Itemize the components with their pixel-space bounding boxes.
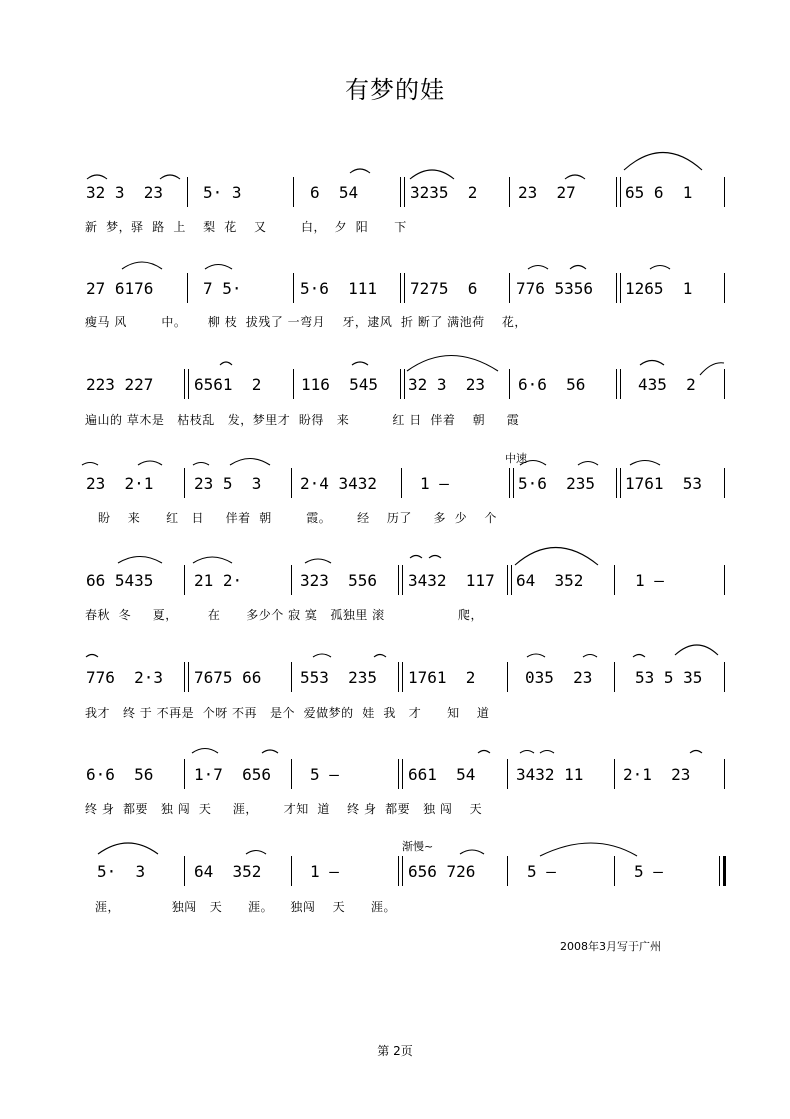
measure-2-6: 1265 1: [625, 279, 693, 298]
barline: [724, 565, 725, 595]
composition-note: 2008年3月写于广州: [560, 940, 661, 953]
lyrics-1: 新 梦，驿 路 上 梨 花 又 白， 夕 阳 下: [85, 220, 407, 234]
lyrics-6: 我才 终 于 不再是 个呀 不再 是个 爱做梦的 娃 我 才 知 道: [85, 706, 490, 720]
barline: [398, 759, 399, 789]
measure-7-6: 2·1 23: [623, 765, 691, 784]
page-number: 第 2页: [377, 1044, 413, 1058]
lyrics-4: 盼 来 红 日 伴着 朝 霞。 经 历了 多 少 个: [85, 511, 497, 525]
barline: [507, 856, 508, 886]
tempo-mark-medium: 中速: [505, 452, 527, 465]
measure-8-3: 1 –: [310, 862, 339, 881]
measure-5-2: 21 2·: [194, 571, 243, 590]
measure-3-1: 223 227: [86, 375, 154, 394]
barline: [509, 468, 510, 498]
barline: [187, 177, 188, 207]
measure-7-5: 3432 11: [516, 765, 584, 784]
barline: [291, 759, 292, 789]
barline: [291, 662, 292, 692]
measure-1-2: 5· 3: [203, 183, 242, 202]
measure-2-5: 776 5356: [516, 279, 594, 298]
barline: [507, 759, 508, 789]
barline: [616, 177, 617, 207]
measure-8-4: 656 726: [408, 862, 476, 881]
barline: [293, 273, 294, 303]
measure-6-3: 553 235: [300, 668, 378, 687]
barline: [616, 468, 617, 498]
barline: [401, 468, 402, 498]
measure-8-1: 5· 3: [97, 862, 146, 881]
barline: [291, 468, 292, 498]
measure-5-3: 323 556: [300, 571, 378, 590]
barline: [724, 468, 725, 498]
barline: [184, 662, 185, 692]
measure-5-6: 1 –: [635, 571, 664, 590]
barline: [291, 565, 292, 595]
measure-4-5: 5·6 235: [518, 474, 596, 493]
measure-1-4: 3235 2: [410, 183, 478, 202]
measure-5-1: 66 5435: [86, 571, 154, 590]
measure-2-4: 7275 6: [410, 279, 478, 298]
measure-5-4: 3432 117: [408, 571, 495, 590]
barline: [293, 369, 294, 399]
barline: [398, 565, 399, 595]
measure-7-3: 5 –: [310, 765, 339, 784]
measure-2-2: 7 5·: [203, 279, 242, 298]
measure-3-4: 32 3 23: [408, 375, 486, 394]
barline: [398, 856, 399, 886]
measure-6-1: 776 2·3: [86, 668, 164, 687]
final-barline: [719, 856, 720, 886]
barline: [507, 662, 508, 692]
measure-1-3: 6 54: [310, 183, 359, 202]
barline: [184, 565, 185, 595]
measure-4-3: 2·4 3432: [300, 474, 378, 493]
barline: [614, 565, 615, 595]
measure-1-5: 23 27: [518, 183, 576, 202]
measure-3-2: 6561 2: [194, 375, 262, 394]
measure-7-4: 661 54: [408, 765, 476, 784]
barline: [724, 759, 725, 789]
measure-6-6: 53 5 35: [635, 668, 703, 687]
barline: [616, 369, 617, 399]
measure-1-6: 65 6 1: [625, 183, 693, 202]
measure-5-5: 64 352: [516, 571, 584, 590]
barline: [398, 662, 399, 692]
lyrics-5: 春秋 冬 夏， 在 多少个 寂 寞 孤独里 滚 爬，: [85, 608, 484, 622]
measure-3-5: 6·6 56: [518, 375, 586, 394]
measure-6-5: 035 23: [525, 668, 593, 687]
measure-6-4: 1761 2: [408, 668, 476, 687]
lyrics-7: 终 身 都要 独 闯 天 涯， 才知 道 终 身 都要 独 闯 天: [85, 802, 483, 816]
barline: [614, 759, 615, 789]
barline: [400, 177, 401, 207]
measure-6-2: 7675 66: [194, 668, 262, 687]
barline: [724, 273, 725, 303]
measure-4-6: 1761 53: [625, 474, 703, 493]
measure-7-2: 1·7 656: [194, 765, 272, 784]
barline: [400, 369, 401, 399]
measure-4-4: 1 –: [420, 474, 449, 493]
barline: [184, 369, 185, 399]
song-title: 有梦的娃: [345, 76, 445, 104]
barline: [184, 468, 185, 498]
lyrics-3: 遍山的 草木是 枯枝乱 发，梦里才 盼得 来 红 日 伴着 朝 霞: [85, 413, 520, 427]
measure-2-1: 27 6176: [86, 279, 154, 298]
barline: [400, 273, 401, 303]
measure-2-3: 5·6 111: [300, 279, 378, 298]
barline: [507, 565, 508, 595]
measure-7-1: 6·6 56: [86, 765, 154, 784]
measure-3-3: 116 545: [301, 375, 379, 394]
measure-1-1: 32 3 23: [86, 183, 164, 202]
barline: [509, 273, 510, 303]
barline: [724, 662, 725, 692]
lyrics-8: 涯， 独闯 天 涯。 独闯 天 涯。: [95, 900, 397, 914]
barline: [291, 856, 292, 886]
measure-8-2: 64 352: [194, 862, 262, 881]
measure-4-1: 23 2·1: [86, 474, 154, 493]
barline: [616, 273, 617, 303]
barline: [614, 856, 615, 886]
barline: [184, 759, 185, 789]
barline: [509, 177, 510, 207]
lyrics-2: 瘦马 风 中。 柳 枝 拔残了 一弯月 牙，逮风 折 断了 满池荷 花，: [85, 315, 527, 329]
tempo-mark-slowing: 渐慢~: [402, 840, 434, 853]
barline: [509, 369, 510, 399]
barline: [724, 369, 725, 399]
measure-3-6: 435 2: [638, 375, 696, 394]
measure-4-2: 23 5 3: [194, 474, 262, 493]
barline: [187, 273, 188, 303]
barline: [184, 856, 185, 886]
barline: [724, 177, 725, 207]
measure-8-5: 5 –: [527, 862, 556, 881]
barline: [614, 662, 615, 692]
barline: [293, 177, 294, 207]
measure-8-6: 5 –: [634, 862, 663, 881]
